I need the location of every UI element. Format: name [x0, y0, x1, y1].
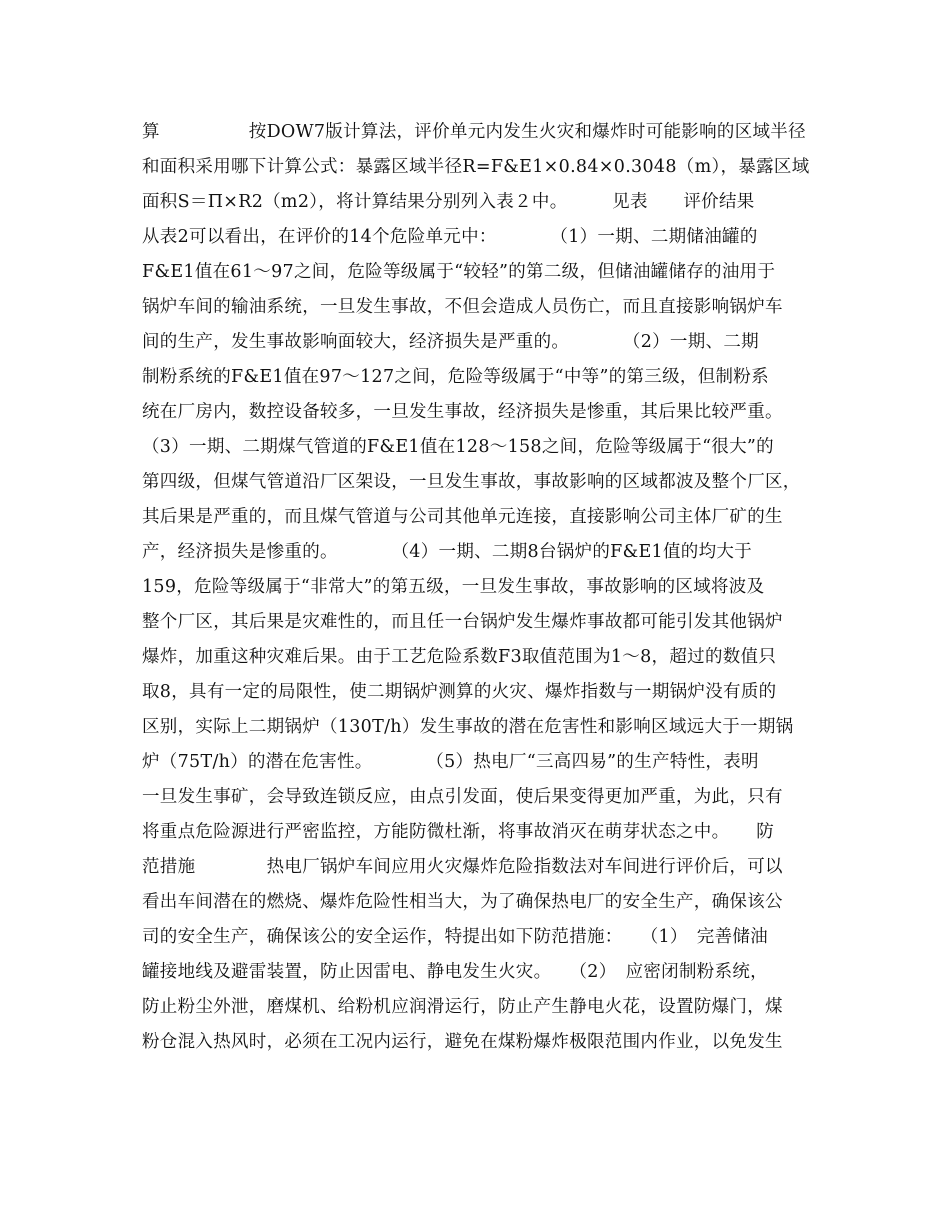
text-line: 第四级，但煤气管道沿厂区架设，一旦发生事故，事故影响的区域都波及整个厂区， [142, 472, 801, 492]
text-line: 产，经济损失是惨重的。 （4）一期、二期8台锅炉的F&E1值的均大于 [142, 542, 752, 562]
text-line: 司的安全生产，确保该公的安全运作，特提出如下防范措施： （1） 完善储油 [142, 927, 768, 947]
text-line: 算 按DOW7版计算法，评价单元内发生火灾和爆炸时可能影响的区域半径 [142, 122, 806, 142]
text-line: 炉（75T/h）的潜在危害性。 （5）热电厂“三高四易”的生产特性，表明 [142, 752, 759, 772]
text-line: （3）一期、二期煤气管道的F&E1值在128～158之间，危险等级属于“很大”的 [142, 437, 774, 457]
text-line: 粉仓混入热风时，必须在工况内运行，避免在煤粉爆炸极限范围内作业，以免发生 [142, 1032, 783, 1052]
text-line: 一旦发生事矿，会导致连锁反应，由点引发面，使后果变得更加严重，为此，只有 [142, 787, 783, 807]
text-line: 将重点危险源进行严密监控，方能防微杜渐，将事故消灭在萌芽状态之中。 防 [142, 822, 775, 842]
text-line: 统在厂房内，数控设备较多，一旦发生事故，经济损失是惨重，其后果比较严重。 [142, 402, 783, 422]
text-line: 面积S＝Π×R2（m2），将计算结果分别列入表２中。 见表 评价结果 [142, 192, 755, 212]
text-line: 锅炉车间的输油系统，一旦发生事故，不但会造成人员伤亡，而且直接影响锅炉车 [142, 297, 783, 317]
text-line: 159，危险等级属于“非常大”的第五级，一旦发生事故，事故影响的区域将波及 [142, 577, 765, 597]
text-line: 防止粉尘外泄，磨煤机、给粉机应润滑运行，防止产生静电火花，设置防爆门，煤 [142, 997, 783, 1017]
text-line: 间的生产，发生事故影响面较大，经济损失是严重的。 （2）一期、二期 [142, 332, 759, 352]
text-line: 范措施 热电厂锅炉车间应用火灾爆炸危险指数法对车间进行评价后，可以 [142, 857, 783, 877]
text-line: 看出车间潜在的燃烧、爆炸危险性相当大，为了确保热电厂的安全生产，确保该公 [142, 892, 783, 912]
text-line: 区别，实际上二期锅炉（130T/h）发生事故的潜在危害性和影响区域远大于一期锅 [142, 717, 794, 737]
text-line: 其后果是严重的，而且煤气管道与公司其他单元连接，直接影响公司主体厂矿的生 [142, 507, 783, 527]
body-text [142, 115, 822, 1060]
text-line: 罐接地线及避雷装置，防止因雷电、静电发生火灾。 （2） 应密闭制粉系统， [142, 962, 768, 982]
text-line: 取8，具有一定的局限性，使二期锅炉测算的火灾、爆炸指数与一期锅炉没有质的 [142, 682, 777, 702]
text-line: 从表2可以看出，在评价的14个危险单元中： （1）一期、二期储油罐的 [142, 227, 758, 247]
text-line: 整个厂区，其后果是灾难性的，而且任一台锅炉发生爆炸事故都可能引发其他锅炉 [142, 612, 783, 632]
text-line: 制粉系统的F&E1值在97～127之间，危险等级属于“中等”的第三级，但制粉系 [142, 367, 769, 387]
text-line: 爆炸，加重这种灾难后果。由于工艺危险系数F3取值范围为1～8，超过的数值只 [142, 647, 777, 667]
text-line: F&E1值在61～97之间，危险等级属于“较轻”的第二级，但储油罐储存的油用于 [142, 262, 776, 282]
text-line: 和面积采用哪下计算公式：暴露区域半径R=F&E1×0.84×0.3048（m），暴露区域 [142, 157, 810, 177]
